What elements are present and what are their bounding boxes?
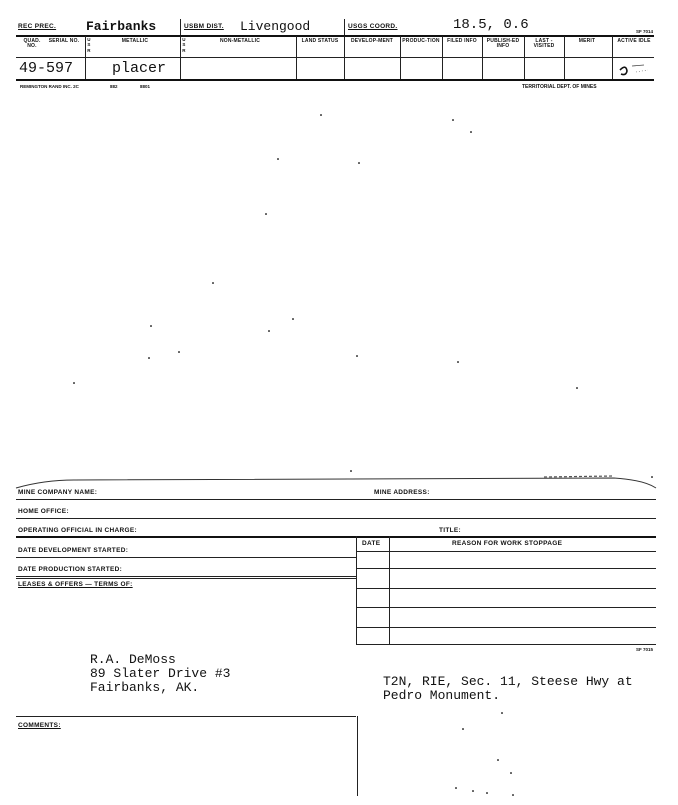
comments-label: COMMENTS: [18, 722, 61, 729]
territorial-dept-label: TERRITORIAL DEPT. OF MINES [522, 84, 597, 90]
usbm-dist-value: Livengood [240, 19, 311, 34]
location-line-1: T2N, RIE, Sec. 11, Steese Hwy at [383, 674, 633, 689]
col-serial-no: SERIAL NO. [48, 38, 80, 44]
mine-address-label: MINE ADDRESS: [374, 489, 430, 496]
rec-prec-label: REC PREC. [18, 23, 57, 30]
title-label: TITLE: [439, 527, 462, 534]
col-metallic: METALLIC [121, 38, 149, 44]
date-development-label: DATE DEVELOPMENT STARTED: [18, 547, 129, 554]
reason-col-header: REASON FOR WORK STOPPAGE [452, 540, 563, 547]
col-production: PRODUC-TION [402, 38, 440, 44]
col-quad-no: QUAD. NO. [23, 38, 41, 50]
card-edge [14, 474, 658, 490]
col-filed-info: FILED INFO [447, 38, 477, 44]
col-published-info: PUBLISH-ED INFO [486, 38, 520, 50]
owner-line-1: R.A. DeMoss [90, 652, 176, 667]
col-metallic-usr: U S R [87, 37, 91, 53]
printer-label: REMINGTON RAND INC. 2C [20, 84, 79, 89]
owner-line-2: 89 Slater Drive #3 [90, 666, 231, 681]
form-code-top: SF 7014 [636, 29, 654, 34]
date-production-label: DATE PRODUCTION STARTED: [18, 566, 123, 573]
col-last-visited: LAST -VISITED [533, 38, 555, 50]
usbm-dist-label: USBM DIST. [184, 23, 224, 30]
printer-code-1: 882 [110, 84, 118, 89]
col-nonmetallic-usr: U S R [182, 37, 186, 53]
usgs-coord-value: 18.5, 0.6 [453, 17, 529, 33]
owner-line-3: Fairbanks, AK. [90, 680, 200, 695]
col-land-status: LAND STATUS [301, 38, 339, 44]
printer-code-2: 8801 [140, 84, 151, 89]
rec-prec-value: Fairbanks [86, 19, 157, 34]
mine-company-name-label: MINE COMPANY NAME: [18, 489, 98, 496]
col-merit: MERIT [578, 38, 596, 44]
form-code-bottom: SF 7015 [636, 647, 654, 652]
col-development: DEVELOP-MENT [350, 38, 394, 44]
col-active-idle: ACTIVE IDLE [617, 38, 651, 44]
active-idle-mark [618, 62, 652, 78]
usgs-coord-label: USGS COORD. [348, 23, 398, 30]
col-nonmetallic: NON-METALLIC [219, 38, 261, 44]
metallic-value: placer [112, 60, 167, 77]
home-office-label: HOME OFFICE: [18, 508, 69, 515]
leases-offers-label: LEASES & OFFERS — TERMS OF: [18, 581, 133, 588]
location-line-2: Pedro Monument. [383, 688, 501, 703]
operating-official-label: OPERATING OFFICIAL IN CHARGE: [18, 527, 137, 534]
quad-serial-value: 49-597 [19, 60, 74, 77]
date-col-header: DATE [362, 540, 381, 547]
